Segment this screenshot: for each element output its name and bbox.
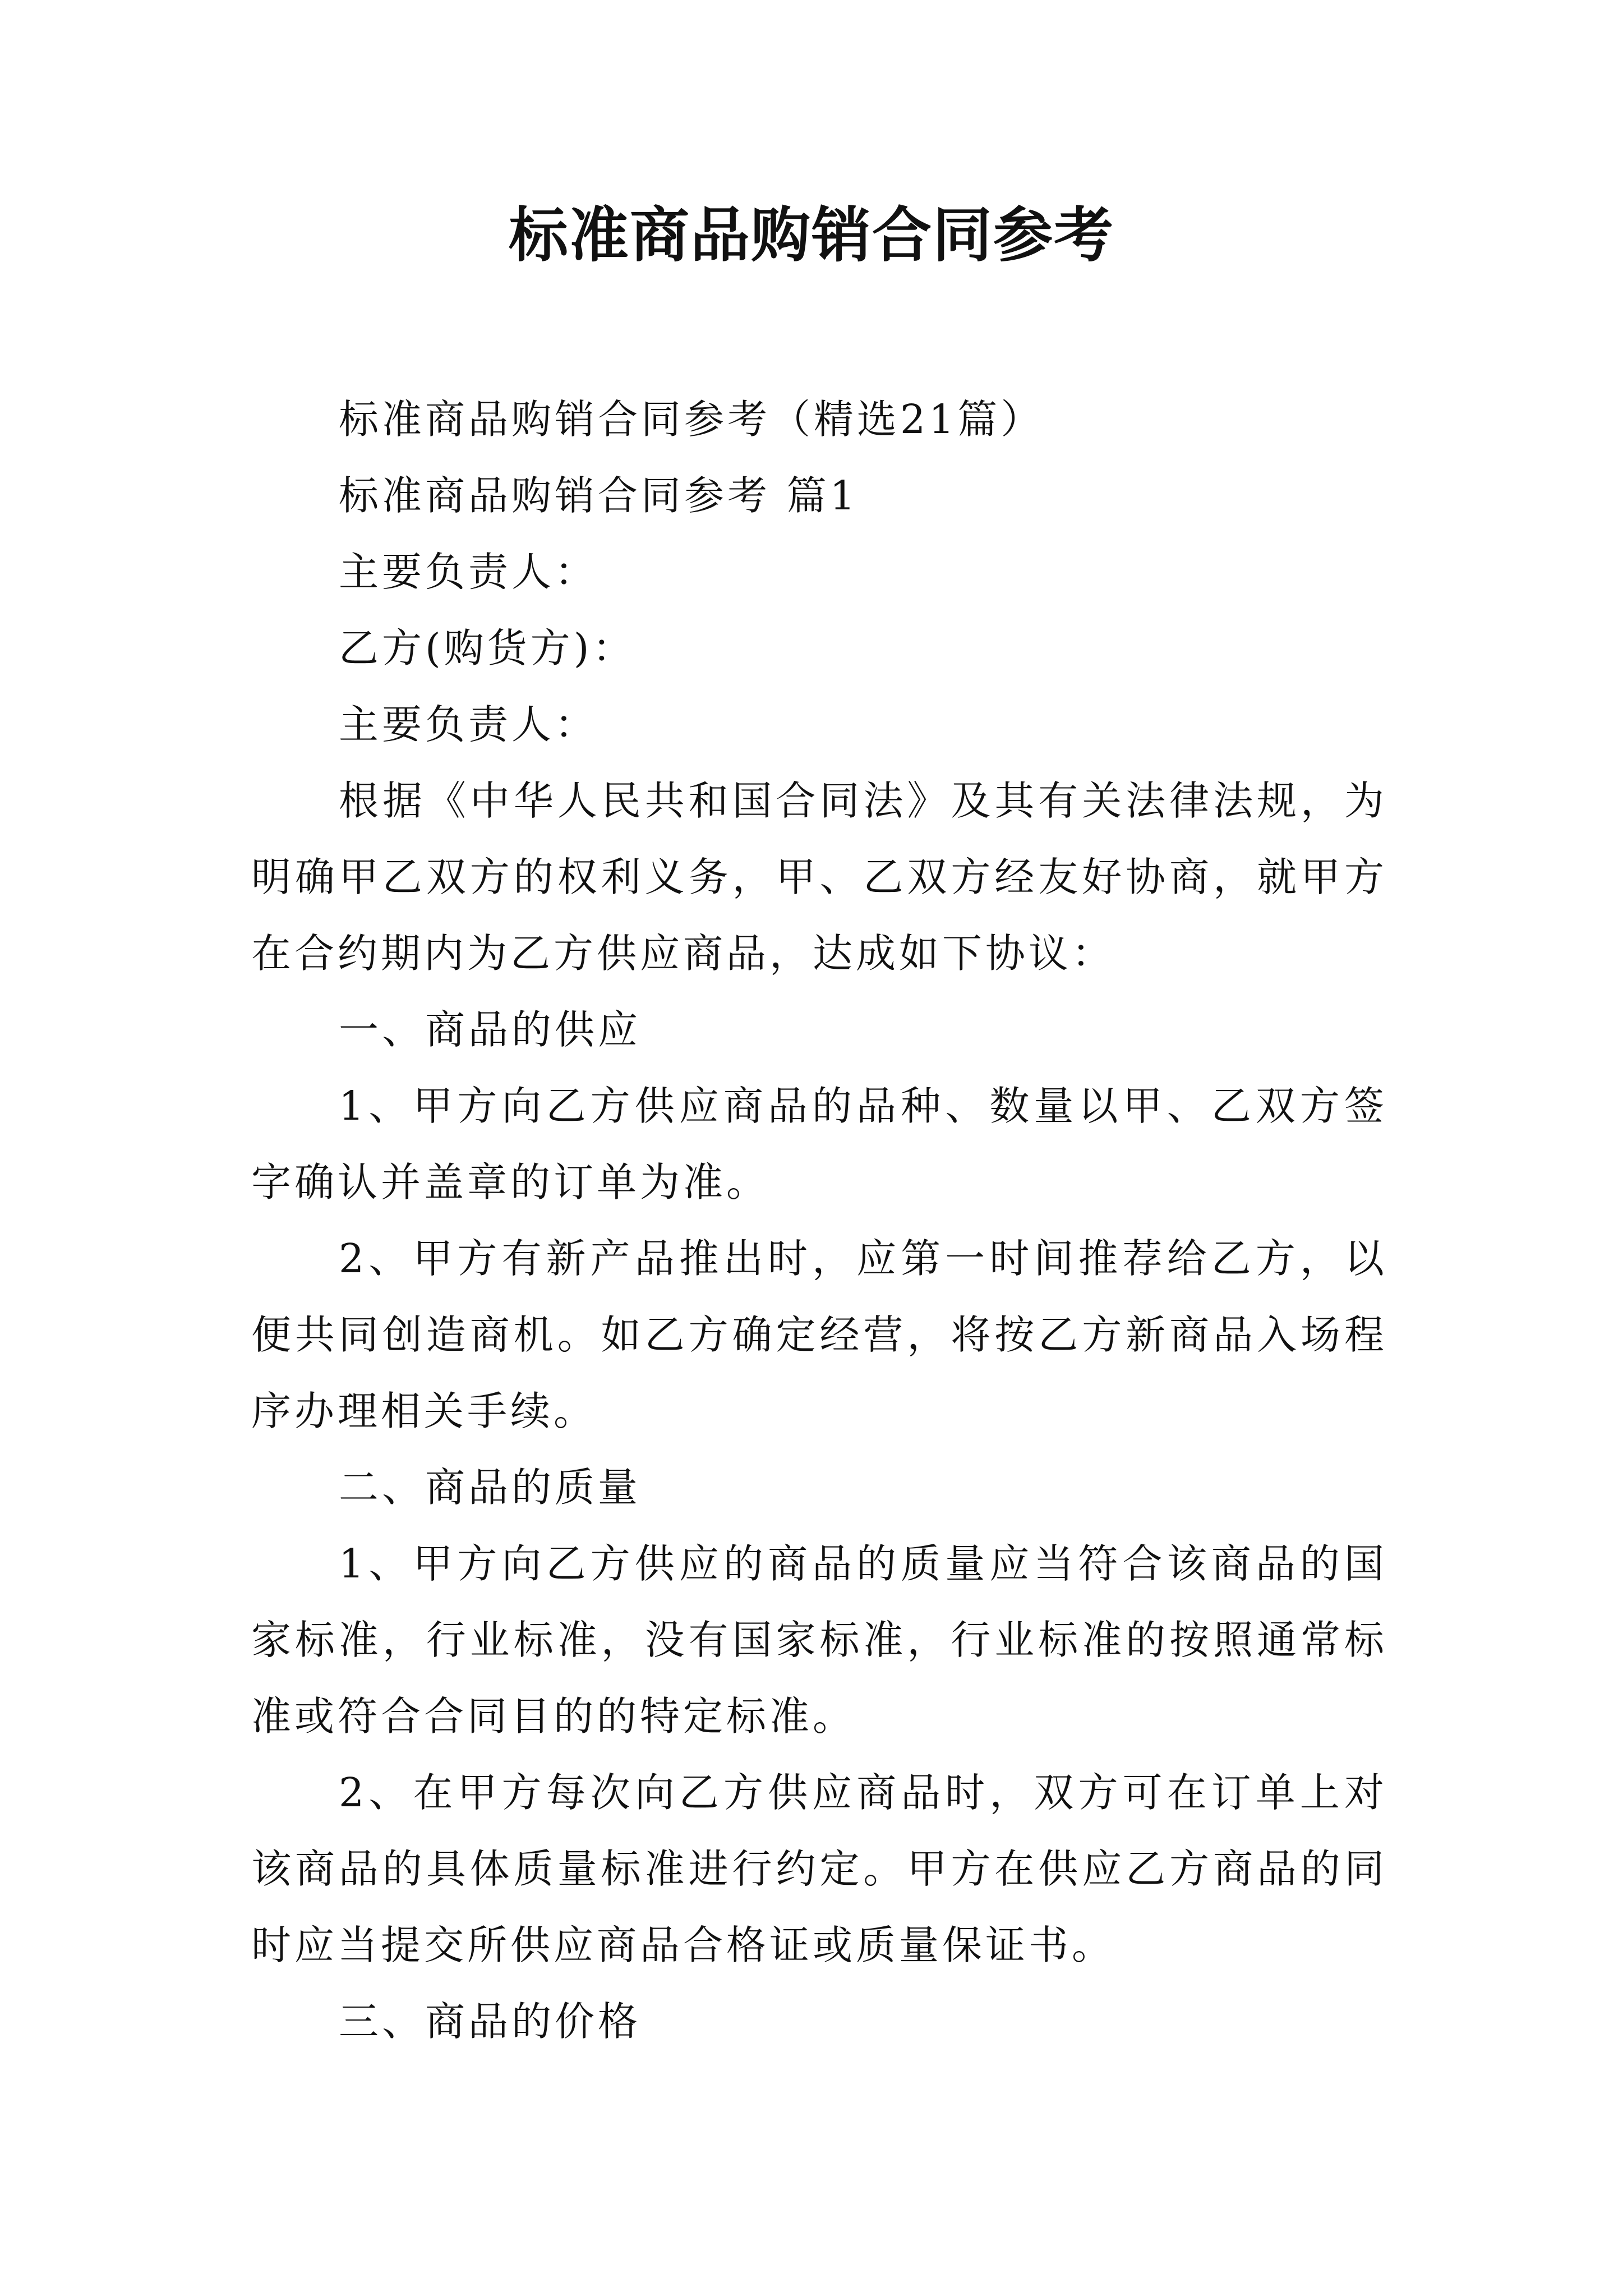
clause-heading-supply: 一、商品的供应 bbox=[339, 1006, 642, 1053]
document-title: 标准商品购销合同参考 bbox=[509, 201, 1114, 270]
clause-quality-item-1: 1、甲方向乙方供应的商品的质量应当符合该商品的国家标准，行业标准，没有国家标准，行业标准的按照通常标准或符合合同目的的特定标准。 bbox=[251, 1540, 1387, 1740]
clause-supply-item-2: 2、甲方有新产品推出时，应第一时间推荐给乙方，以便共同创造商机。如乙方确定经营，将按乙方新商品入场程序办理相关手续。 bbox=[251, 1235, 1387, 1434]
document-body bbox=[251, 381, 1387, 2060]
clause-supply-item-1: 1、甲方向乙方供应商品的品种、数量以甲、乙双方签字确认并盖章的订单为准。 bbox=[251, 1083, 1387, 1205]
clause-heading-price: 三、商品的价格 bbox=[339, 1998, 642, 2045]
clause-quality-item-2: 2、在甲方每次向乙方供应商品时，双方可在订单上对该商品的具体质量标准进行约定。甲方在供应乙方商品的同时应当提交所供应商品合格证或质量保证书。 bbox=[251, 1769, 1387, 1968]
party-b-principal-line: 主要负责人： bbox=[339, 701, 598, 748]
clause-heading-quality: 二、商品的质量 bbox=[339, 1464, 642, 1511]
section-heading-part-1: 标准商品购销合同参考 篇1 bbox=[339, 472, 859, 519]
document-subtitle: 标准商品购销合同参考（精选21篇） bbox=[339, 396, 1044, 443]
party-a-principal-line: 主要负责人： bbox=[339, 549, 598, 595]
party-b-buyer-line: 乙方(购货方)： bbox=[339, 625, 636, 671]
preamble-paragraph: 根据《中华人民共和国合同法》及其有关法律法规，为明确甲乙双方的权利义务，甲、乙双方经友好协商，就甲方在合约期内为乙方供应商品，达成如下协议： bbox=[251, 777, 1387, 977]
